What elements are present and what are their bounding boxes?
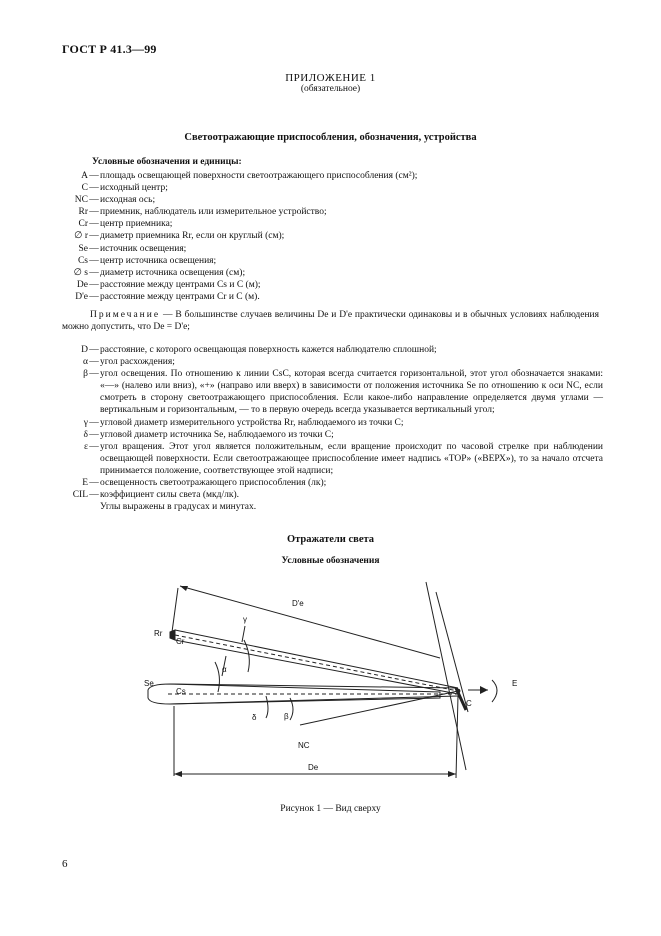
alpha-arc [215,662,219,692]
definition-symbol: Cr [78,219,88,230]
e-arrowhead [480,686,488,694]
definition-dash: — [89,207,99,218]
definition-dash: — [89,345,99,355]
definition-text: диаметр источника освещения (см); [100,267,246,278]
label-nc: NC [298,741,310,750]
definition-text: диаметр приемника Rr, если он круглый (см); [100,231,285,242]
definition-text: площадь освещающей поверхности светоотражающего приспособления (см²); [100,171,418,181]
receiver-ray-upper [175,630,458,688]
definition-row [58,206,603,218]
receiver-axis [175,635,458,691]
definition-text: угол освещения. По отношению к линии CsC, которая всегда считается горизонтальной, этот угол обозначается знаками: «—» (налево или вниз), «+» (направо или вверх) в зависимости от положения источника Se по отношению к оси NC, если смотреть в сторону светоотражающего приспособления. Если какое-либо направление определяется двумя углами — вертикальным и горизонтальным, — то в первую очередь всегда указывается вертикальный угол; [100,369,603,416]
definition-dash: — [89,417,99,428]
definition-symbol: E [82,478,88,489]
de-arrow-right [448,771,456,777]
definition-row [58,194,603,206]
definition-symbol: γ [83,417,88,428]
reflector-line [426,582,466,770]
definition-text: расстояние между центрами Cr и C (м). [100,291,260,302]
definition-dash: — [89,429,99,440]
definition-text: угловой диаметр измерительного устройства Rr, наблюдаемого из точки C; [100,417,404,428]
definition-text: центр приемника; [100,219,173,230]
definition-symbol: D [81,345,88,355]
label-cs: Cs [176,687,186,696]
definition-text: расстояние, с которого освещающая поверхность кажется наблюдателю сплошной; [100,345,437,355]
definition-row [58,356,603,368]
definition-symbol: D'e [75,291,88,302]
definition-row [58,291,603,303]
definition-text: угловой диаметр источника Se, наблюдаемого из точки C; [100,429,334,440]
definition-text: расстояние между центрами Cs и C (м); [100,279,261,290]
definition-symbol: A [81,171,88,181]
figure-subtitle: Условные обозначения [281,556,380,566]
section-title: Светоотражающие приспособления, обозначения, устройства [184,132,477,143]
definition-row [58,267,603,279]
definition-text: Углы выражены в градусах и минутах. [100,502,257,513]
definition-symbol: De [76,279,88,290]
definition-text: центр источника освещения; [100,255,217,266]
definition-dash: — [89,369,99,380]
definition-symbol: δ [83,429,88,440]
label-d-e-prime: D'e [292,599,304,608]
definition-row [58,501,603,513]
appendix-subtitle: (обязательное) [300,84,361,94]
definition-row [58,489,603,501]
definitions-list-b [58,344,603,513]
definition-symbol: α [83,357,88,368]
definition-dash: — [89,171,99,181]
definition-symbol: NC [74,195,88,206]
center-point-c [456,689,461,694]
page-number: 6 [62,858,68,870]
definition-dash: — [89,219,99,230]
label-beta: β [284,712,289,721]
definition-symbol: ∅ r [74,231,88,242]
appendix-title: ПРИЛОЖЕНИЕ 1 [285,72,376,84]
definition-dash: — [89,183,99,194]
definition-row [58,477,603,489]
label-se: Se [144,679,154,688]
definition-dash: — [89,291,99,302]
label-c: C [466,699,472,708]
extension-line-top-left [172,588,178,632]
figure-section-title: Отражатели света [286,534,375,545]
definition-dash: — [89,490,99,501]
note-paragraph [62,309,599,334]
definition-symbol: Rr [78,207,88,218]
label-e: E [512,679,518,688]
definition-dash: — [89,478,99,489]
label-cr: Cr [176,637,185,646]
e-rotation-arc [492,680,497,702]
definition-row [58,279,603,291]
definition-row [58,429,603,441]
receiver-shape [170,630,175,640]
legend-heading: Условные обозначения и единицы: [92,157,242,167]
label-alpha: α [222,665,227,674]
normal-axis-nc [300,691,458,725]
label-de: De [308,763,319,772]
note-text: — В большинстве случаев величины De и D'e практически одинаковы и в обычных условиях наблюдения можно допустить, что De = D'e; [62,310,600,333]
definition-text: угол вращения. Этот угол является положительным, если вращение происходит по часовой стрелке при наблюдении освещающей поверхности. Если светоотражающее приспособление имеет надпись «TOP» («ВЕРХ»), то за начало отсчета принимается положение, соответствующее этой надписи; [100,441,603,476]
de-arrow-left [174,771,182,777]
document-header: ГОСТ Р 41.3—99 [62,42,157,56]
definition-row [58,230,603,242]
note-label: Примечание [90,310,161,320]
label-delta: δ [252,713,257,722]
definition-symbol: C [81,183,88,194]
definition-dash: — [89,255,99,266]
definition-row [58,417,603,429]
definition-row [58,170,603,182]
definition-dash: — [89,441,99,452]
definition-row [58,243,603,255]
d-e-prime-arrow-left [180,586,188,591]
definition-row [58,255,603,267]
definition-row [58,182,603,194]
definition-row [58,218,603,230]
definition-dash: — [89,279,99,290]
definition-text: приемник, наблюдатель или измерительное устройство; [100,207,327,218]
definition-symbol: CIL [72,490,88,501]
definition-symbol: β [83,369,88,380]
definition-symbol: ε [84,441,88,452]
definition-text: угол расхождения; [100,357,175,368]
dimension-line-d-e-prime [180,586,440,658]
definition-text: исходный центр; [100,183,168,194]
delta-arc [266,696,268,718]
definition-text: коэффициент силы света (мкд/лк). [100,490,240,501]
definition-row [58,368,603,416]
definition-text: освещенность светоотражающего приспособления (лк); [100,478,327,489]
definition-row [58,441,603,477]
definition-dash: — [89,195,99,206]
figure-caption: Рисунок 1 — Вид сверху [280,804,381,814]
definitions-list-a [58,170,603,303]
definition-text: исходная ось; [100,195,156,206]
definition-symbol: Se [78,243,88,254]
definition-text: источник освещения; [100,243,187,254]
reflector-diagram [140,580,520,792]
definition-symbol: Cs [77,255,88,266]
definition-dash: — [89,357,99,368]
definition-dash: — [89,243,99,254]
definition-dash: — [89,231,99,242]
definition-row [58,344,603,356]
gamma-leader [242,626,245,642]
definition-dash: — [89,267,99,278]
extension-line-bottom-right [456,696,458,778]
label-rr: Rr [154,629,163,638]
definition-symbol: ∅ s [73,267,88,278]
label-gamma: γ [243,615,247,624]
